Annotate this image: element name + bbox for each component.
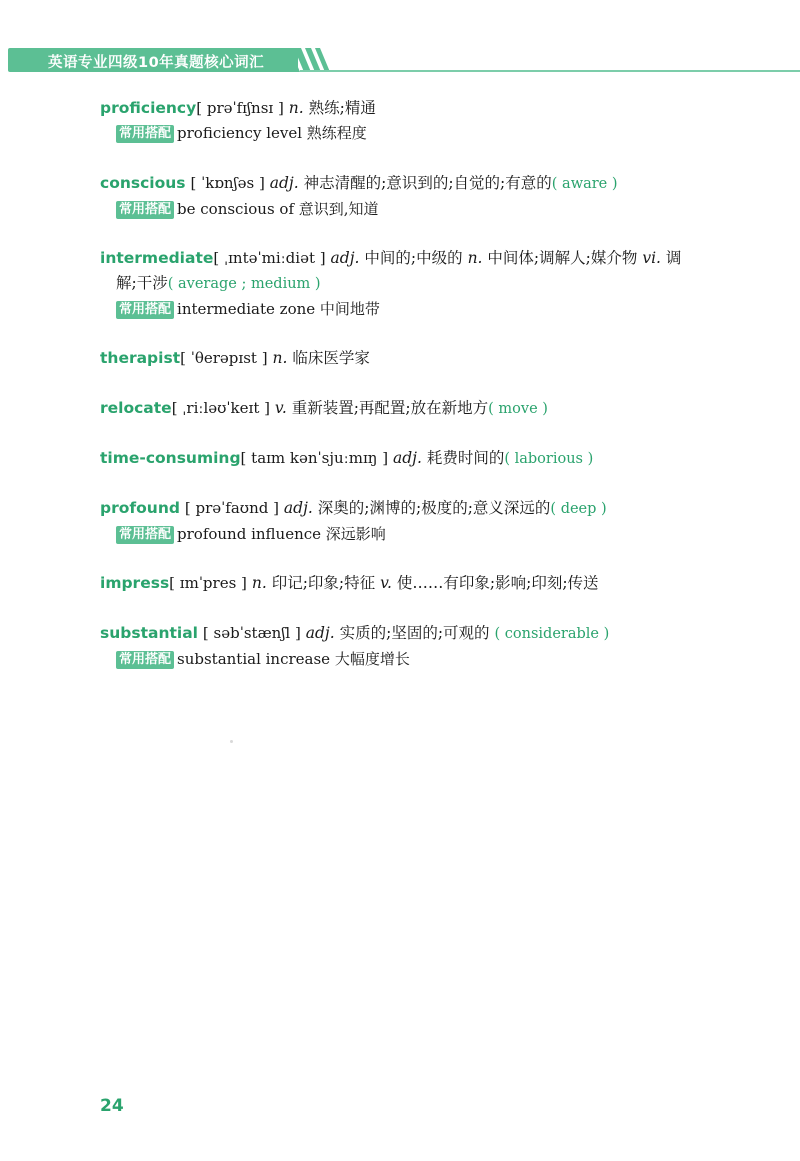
headword-line <box>100 496 740 522</box>
synonym: ( move ) <box>488 401 548 417</box>
headword: profound <box>100 499 180 517</box>
collocation-line <box>116 297 740 322</box>
synonym: ( aware ) <box>551 176 618 192</box>
definition: 耗费时间的 <box>426 449 505 467</box>
collocation: proficiency level 熟练程度 <box>177 124 367 142</box>
synonym: ( considerable ) <box>494 626 610 642</box>
definition-3-continued: 解;干涉 <box>116 274 168 292</box>
collocation-line <box>116 197 740 222</box>
scan-speck <box>230 740 233 743</box>
collocation-line <box>116 121 740 146</box>
collocation-badge: 常用搭配 <box>116 526 174 544</box>
entry-proficiency <box>100 96 740 146</box>
definition: 深奥的;渊博的;极度的;意义深远的 <box>317 499 551 517</box>
headword: proficiency <box>100 99 197 117</box>
headword: intermediate <box>100 249 214 267</box>
entry-substantial <box>100 621 740 672</box>
phonetic: [ ˈkɒnʃəs ] <box>190 174 265 192</box>
header-rule <box>300 70 800 72</box>
headword-line <box>100 446 740 472</box>
collocation-line <box>116 647 740 672</box>
part-of-speech-2: n. <box>467 249 483 267</box>
header-stripes-decoration <box>268 48 348 72</box>
headword: impress <box>100 574 170 592</box>
part-of-speech: adj. <box>330 249 360 267</box>
definition: 实质的;坚固的;可观的 <box>339 624 490 642</box>
phonetic: [ taɪm kənˈsjuːmɪŋ ] <box>240 449 389 467</box>
collocation: profound influence 深远影响 <box>177 525 386 543</box>
part-of-speech: adj. <box>283 499 313 517</box>
headword-line <box>100 96 740 121</box>
synonym: ( average ; medium ) <box>167 276 321 292</box>
collocation: substantial increase 大幅度增长 <box>177 650 410 668</box>
part-of-speech: n. <box>251 574 267 592</box>
part-of-speech: n. <box>288 99 304 117</box>
phonetic: [ ˌɪntəˈmiːdiət ] <box>213 249 326 267</box>
headword-line <box>100 171 740 197</box>
definition-2: 中间体;调解人;媒介物 <box>487 249 638 267</box>
part-of-speech-3: vi. <box>642 249 661 267</box>
entry-profound <box>100 496 740 547</box>
phonetic: [ prəˈfaʊnd ] <box>184 499 279 517</box>
headword-line <box>100 396 740 422</box>
entry-impress <box>100 571 740 596</box>
definition-3: 调 <box>665 249 682 267</box>
definition: 重新装置;再配置;放在新地方 <box>291 399 489 417</box>
headword: therapist <box>100 349 181 367</box>
entry-conscious <box>100 171 740 222</box>
collocation-badge: 常用搭配 <box>116 201 174 219</box>
definition: 神志清醒的;意识到的;自觉的;有意的 <box>303 174 552 192</box>
page-number: 24 <box>100 1096 124 1116</box>
collocation: intermediate zone 中间地带 <box>177 300 380 318</box>
collocation-badge: 常用搭配 <box>116 125 174 143</box>
synonym: ( laborious ) <box>504 451 594 467</box>
phonetic: [ ɪmˈpres ] <box>169 574 247 592</box>
headword: conscious <box>100 174 186 192</box>
definition: 熟练;精通 <box>308 99 376 117</box>
entry-therapist <box>100 346 740 371</box>
phonetic: [ prəˈfɪʃnsɪ ] <box>196 99 284 117</box>
entry-relocate <box>100 396 740 422</box>
headword-line <box>100 621 740 647</box>
headword: time-consuming <box>100 449 241 467</box>
entry-time-consuming <box>100 446 740 472</box>
part-of-speech: adj. <box>269 174 299 192</box>
part-of-speech: n. <box>272 349 288 367</box>
part-of-speech: adj. <box>392 449 422 467</box>
phonetic: [ ˈθerəpɪst ] <box>180 349 268 367</box>
part-of-speech-2: v. <box>380 574 392 592</box>
header-title: 英语专业四级10年真题核心词汇 <box>48 55 265 71</box>
definition: 中间的;中级的 <box>364 249 463 267</box>
part-of-speech: adj. <box>305 624 335 642</box>
collocation-badge: 常用搭配 <box>116 301 174 319</box>
definition-continuation <box>100 271 740 297</box>
entry-intermediate <box>100 246 740 322</box>
collocation: be conscious of 意识到,知道 <box>177 200 379 218</box>
headword-line <box>100 346 740 371</box>
headword-line <box>100 246 740 271</box>
running-header <box>0 46 800 76</box>
definition: 临床医学家 <box>292 349 370 367</box>
headword-line <box>100 571 740 596</box>
phonetic: [ səbˈstænʃl ] <box>202 624 301 642</box>
collocation-badge: 常用搭配 <box>116 651 174 669</box>
headword: relocate <box>100 399 172 417</box>
headword: substantial <box>100 624 198 642</box>
collocation-line <box>116 522 740 547</box>
synonym: ( deep ) <box>550 501 607 517</box>
definition-2: 使……有印象;影响;印刻;传送 <box>396 574 599 592</box>
definition: 印记;印象;特征 <box>271 574 376 592</box>
phonetic: [ ˌriːləʊˈkeɪt ] <box>171 399 270 417</box>
part-of-speech: v. <box>274 399 287 417</box>
